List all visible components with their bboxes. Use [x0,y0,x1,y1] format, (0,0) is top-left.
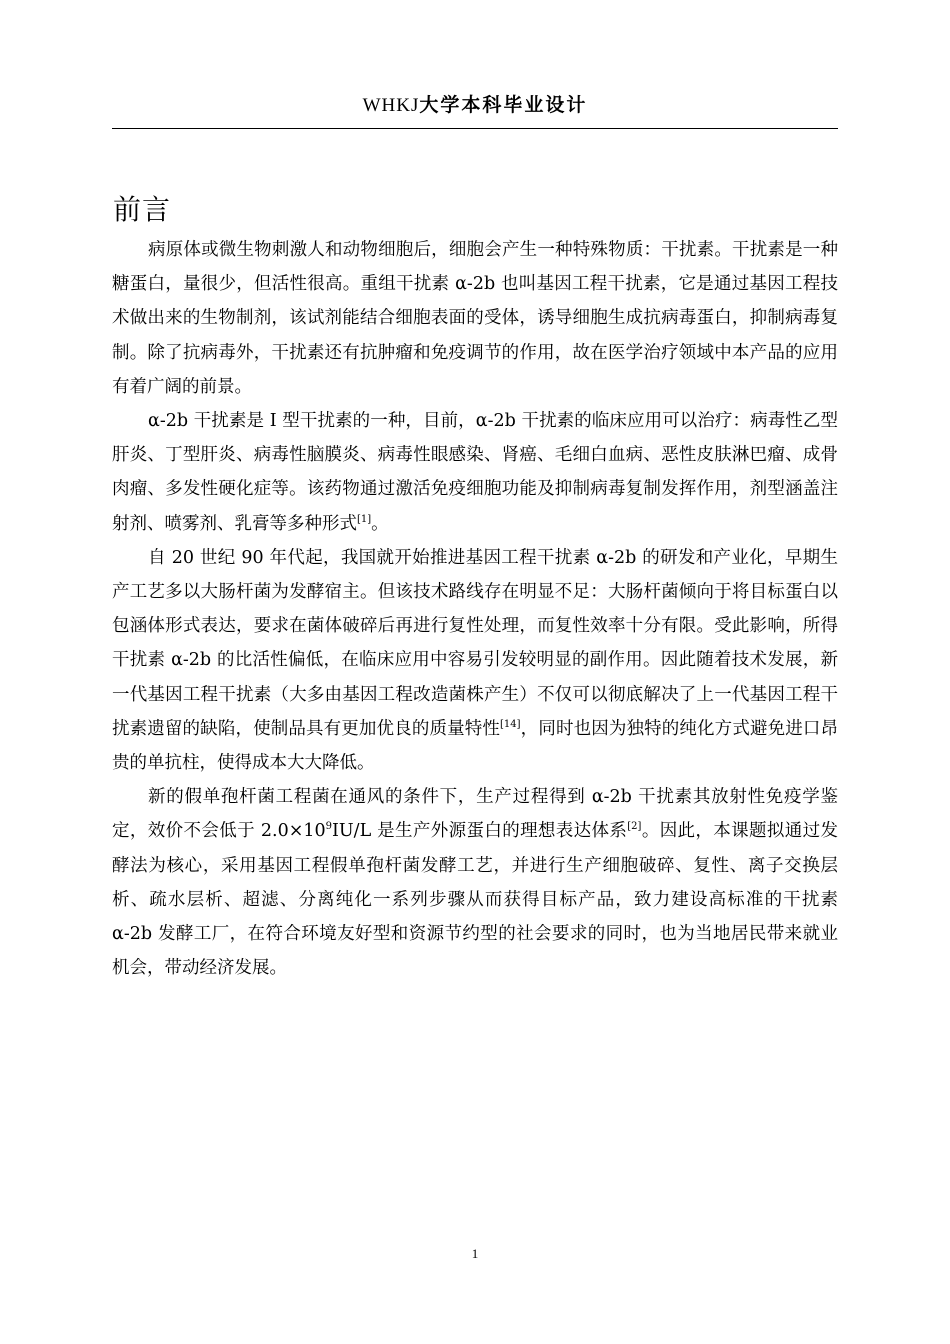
exponent: 9 [325,821,333,833]
paragraph-3-text: 自 20 世纪 90 年代起，我国就开始推进基因工程干扰素 α-2b 的研发和产业化，早期生产工艺多以大肠杆菌为发酵宿主。但该技术路线存在明显不足：大肠杆菌倾向于将目标蛋白以包涵体形式表达，要求在菌体破碎后再进行复性处理，而复性效率十分有限。受此影响，所得干扰素 α-2b 的比活性偏低，在临床应用中容易引发较明显的副作用。因此随着技术发展，新一代基因工程干扰素（大多由基因工程改造菌株产生）不仅可以彻底解决了上一代基因工程干扰素遗留的缺陷，使制品具有更加优良的质量特性 [112,547,838,739]
paragraph-2 [112,404,838,541]
header-title: 大学本科毕业设计 [419,94,588,116]
page-number: 1 [471,1246,479,1261]
paragraph-1 [112,233,838,404]
paragraph-3-text-end: ，同时也因为独特的纯化方式避免进口昂贵的单抗柱，使得成本大大降低。 [112,718,839,774]
header-prefix: WHKJ [362,95,420,116]
header-divider [112,128,838,129]
paragraph-4 [112,780,838,985]
paragraph-2-text-end: 。 [371,513,389,534]
paragraph-4-text-mid: IU/L 是生产外源蛋白的理想表达体系 [332,821,628,842]
running-header [112,92,838,119]
paragraph-4-text-end: 。因此，本课题拟通过发酵法为核心，采用基因工程假单孢杆菌发酵工艺，并进行生产细胞破碎、复性、离子交换层析、疏水层析、超滤、分离纯化一系列步骤从而获得目标产品，致力建设高标准的干扰素 α-2b 发酵工厂，在符合环境友好型和资源节约型的社会要求的同时，也为当地居民带来就业机会，带动经济发展。 [112,821,838,979]
citation-ref: [1] [357,513,372,525]
paragraph-4-text: 新的假单孢杆菌工程菌在通风的条件下，生产过程得到 α-2b 干扰素其放射性免疫学鉴定，效价不会低于 2.0×10 [112,787,838,842]
citation-ref: [2] [627,821,642,833]
paragraph-1-text: 病原体或微生物刺激人和动物细胞后，细胞会产生一种特殊物质：干扰素。干扰素是一种糖蛋白，量很少，但活性很高。重组干扰素 α-2b 也叫基因工程干扰素，它是通过基因工程技术做出来的生物制剂，该试剂能结合细胞表面的受体，诱导细胞生成抗病毒蛋白，抑制病毒复制。除了抗病毒外，干扰素还有抗肿瘤和免疫调节的作用，故在医学治疗领域中本产品的应用有着广阔的前景。 [112,240,838,397]
body-text [112,233,838,985]
citation-ref: [14] [500,718,521,730]
paragraph-2-text: α-2b 干扰素是 I 型干扰素的一种，目前，α-2b 干扰素的临床应用可以治疗：病毒性乙型肝炎、丁型肝炎、病毒性脑膜炎、病毒性眼感染、肾癌、毛细白血病、恶性皮肤淋巴瘤、成骨肉瘤、多发性硬化症等。该药物通过激活免疫细胞功能及抑制病毒复制发挥作用，剂型涵盖注射剂、喷雾剂、乳膏等多种形式 [112,411,838,534]
paragraph-3 [112,541,838,780]
section-title: 前言 [113,193,172,226]
